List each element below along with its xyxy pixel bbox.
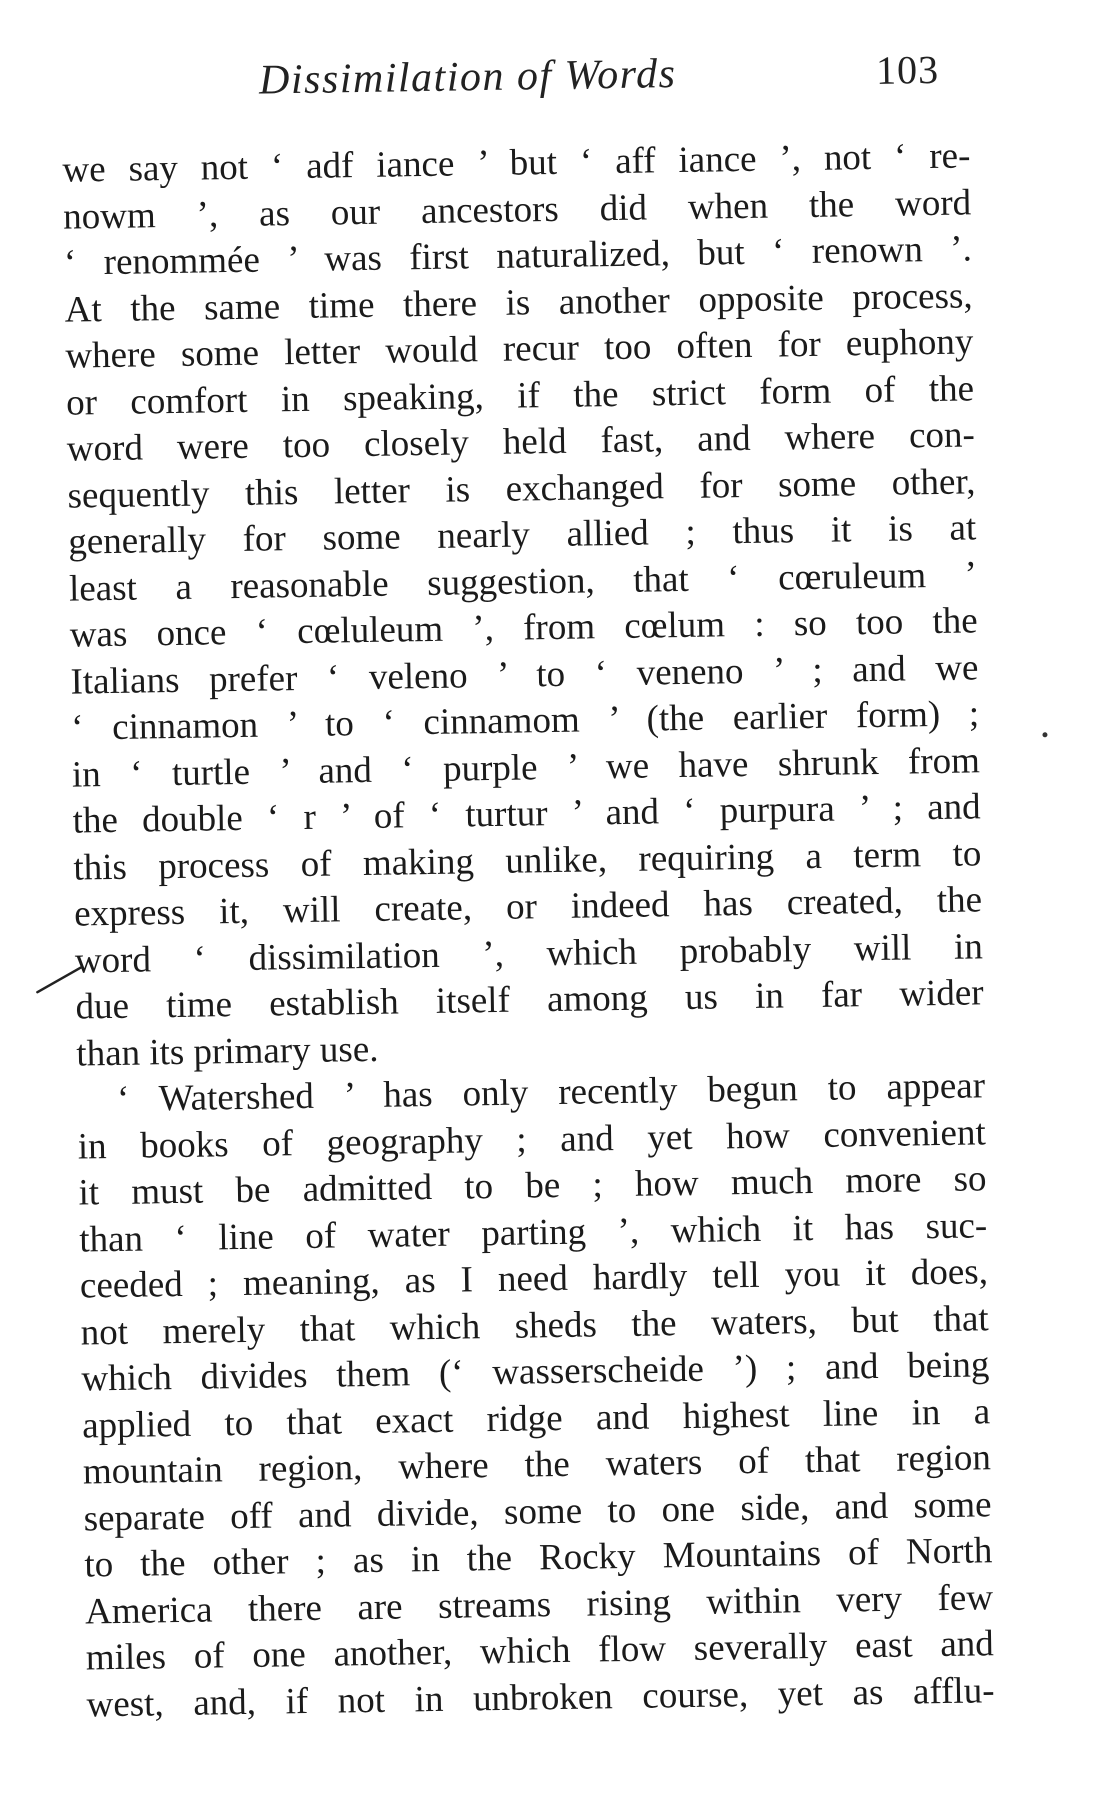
- text-line: word ‘ dissimilation ’, which probably will in: [74, 925, 984, 982]
- text-line: ‘ Watershed ’ has only recently begun to appear: [116, 1065, 986, 1120]
- text-line: not merely that which sheds the waters, but that: [80, 1297, 989, 1354]
- text-line: ceeded ; meaning, as I need hardly tell you it does,: [79, 1251, 989, 1307]
- text-line: mountain region, where the waters of that region: [82, 1437, 992, 1493]
- text-line: than its primary use.: [76, 1028, 379, 1075]
- text-line: it must be admitted to be ; how much more so: [78, 1158, 987, 1214]
- text-line: in ‘ turtle ’ and ‘ purple ’ we have shrunk from: [71, 739, 981, 796]
- text-line: ‘ renommée ’ was first naturalized, but ‘ renown ’.: [63, 228, 973, 284]
- paragraph-1: [62, 133, 984, 1077]
- text-line: to the other ; as in the Rocky Mountains of North: [84, 1530, 993, 1586]
- text-line: generally for some nearly allied ; thus it is at: [67, 507, 977, 563]
- page-number: 103: [875, 46, 940, 93]
- text-line: express it, will create, or indeed has created, the: [73, 879, 983, 935]
- text-line: the double ‘ r ’ of ‘ turtur ’ and ‘ purpura ’ ; and: [72, 786, 981, 842]
- ink-speck: [1042, 732, 1047, 737]
- text-line: we say not ‘ adf iance ’ but ‘ aff iance ’, not ‘ re-: [62, 135, 971, 191]
- text-line: where some letter would recur too often for euphony: [65, 321, 974, 377]
- text-line: word were too closely held fast, and where con-: [66, 414, 976, 470]
- text-line: due time establish itself among us in far wider: [75, 972, 984, 1028]
- text-line: which divides them (‘ wasserscheide ’) ; and being: [81, 1344, 990, 1400]
- text-line: west, and, if not in unbroken course, yet as afflu-: [86, 1669, 995, 1725]
- text-line: At the same time there is another opposite process,: [64, 274, 973, 331]
- text-line: this process of making unlike, requiring a term to: [73, 832, 982, 889]
- text-line: miles of one another, which flow severally east and: [85, 1623, 995, 1679]
- text-line: in books of geography ; and yet how convenient: [77, 1111, 987, 1168]
- running-title: Dissimilation of Words: [258, 51, 677, 104]
- text-line: sequently this letter is exchanged for some other,: [67, 460, 976, 517]
- text-line: Italians prefer ‘ veleno ’ to ‘ veneno ’ ; and we: [70, 646, 979, 703]
- text-line: or comfort in speaking, if the strict form of the: [65, 367, 975, 424]
- text-line: least a reasonable suggestion, that ‘ cœruleum ’: [68, 553, 978, 610]
- text-line: ‘ cinnamon ’ to ‘ cinnamom ’ (the earlier form) ;: [70, 693, 980, 749]
- running-head: [0, 43, 1099, 116]
- text-line: America there are streams rising within very few: [84, 1576, 994, 1632]
- text-line: nowm ’, as our ancestors did when the word: [62, 181, 972, 238]
- text-line: separate off and divide, some to one side, and some: [83, 1483, 992, 1539]
- pencil-mark-icon: [35, 965, 83, 994]
- body-text: [62, 133, 995, 1728]
- paragraph-2: [77, 1063, 995, 1728]
- text-line: was once ‘ cœluleum ’, from cœlum : so too the: [69, 600, 978, 656]
- text-line: than ‘ line of water parting ’, which it has suc-: [78, 1204, 988, 1261]
- text-line: applied to that exact ridge and highest line in a: [81, 1390, 991, 1447]
